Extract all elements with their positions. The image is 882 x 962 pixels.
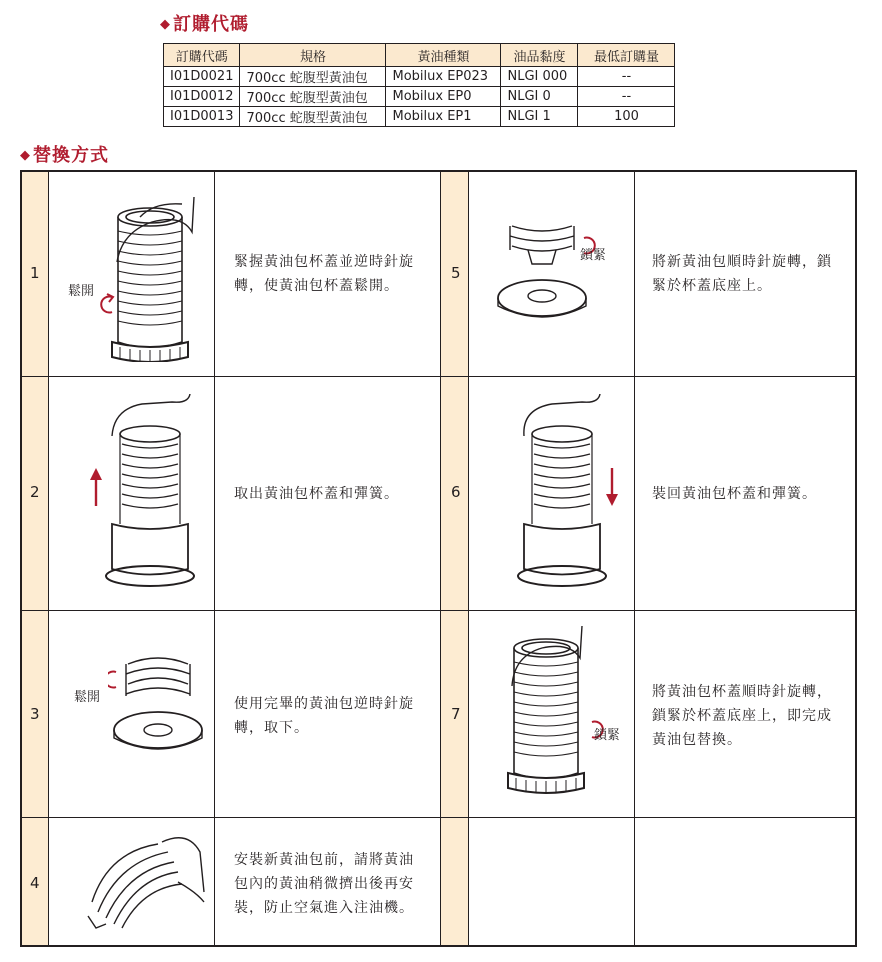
step-description: 安裝新黃油包前，請將黃油包內的黃油稍微擠出後再安裝，防止空氣進入注油機。 <box>234 852 414 916</box>
step-number: 3 <box>30 705 40 723</box>
diamond-bullet-icon: ◆ <box>20 148 31 163</box>
step-label: 鬆開 <box>68 284 95 299</box>
cell-code: I01D0012 <box>164 87 240 107</box>
step-3-illustration <box>108 652 212 762</box>
cell-code: I01D0021 <box>164 67 240 87</box>
cell-grease-type: Mobilux EP023 <box>386 67 501 87</box>
table-row <box>164 107 675 127</box>
cell-viscosity: NLGI 0 <box>501 87 578 107</box>
step-description: 將新黃油包順時針旋轉，鎖緊於杯蓋底座上。 <box>652 254 832 294</box>
order-code-table <box>163 43 675 127</box>
cell-viscosity: NLGI 000 <box>501 67 578 87</box>
step-number: 6 <box>451 483 461 501</box>
step-number: 1 <box>30 264 40 282</box>
table-row <box>164 87 675 107</box>
cell-spec: 700cc 蛇腹型黃油包 <box>240 107 386 127</box>
column-header-min-order: 最低訂購量 <box>578 44 675 67</box>
replace-section-title: ◆ 替換方式 <box>20 145 109 166</box>
cell-grease-type: Mobilux EP1 <box>386 107 501 127</box>
table-row <box>164 67 675 87</box>
step-description: 將黃油包杯蓋順時針旋轉，鎖緊於杯蓋底座上，即完成黃油包替換。 <box>652 684 832 748</box>
step-description: 取出黃油包杯蓋和彈簧。 <box>234 486 399 502</box>
order-section-title: ◆ 訂購代碼 <box>160 14 249 35</box>
step-6-illustration <box>502 394 622 594</box>
step-1-illustration <box>82 192 202 362</box>
step-number: 7 <box>451 705 461 723</box>
table-header-row <box>164 44 675 67</box>
cell-min-order: 100 <box>578 107 675 127</box>
column-header-grease-type: 黃油種類 <box>386 44 501 67</box>
counterclockwise-arrow-icon <box>108 672 116 688</box>
cell-spec: 700cc 蛇腹型黃油包 <box>240 87 386 107</box>
step-description: 使用完畢的黃油包逆時針旋轉，取下。 <box>234 696 414 736</box>
column-header-code: 訂購代碼 <box>164 44 240 67</box>
column-header-spec: 規格 <box>240 44 386 67</box>
cell-grease-type: Mobilux EP0 <box>386 87 501 107</box>
step-4-illustration <box>78 832 208 936</box>
step-number: 4 <box>30 874 40 892</box>
step-description: 裝回黃油包杯蓋和彈簧。 <box>652 486 817 502</box>
step-label: 鬆開 <box>74 690 101 705</box>
cell-viscosity: NLGI 1 <box>501 107 578 127</box>
step-number: 2 <box>30 483 40 501</box>
step-label: 鎖緊 <box>580 248 607 263</box>
step-number: 5 <box>451 264 461 282</box>
step-5-illustration <box>492 216 596 332</box>
step-7-illustration <box>488 626 621 806</box>
left-number-column <box>22 172 48 945</box>
cell-code: I01D0013 <box>164 107 240 127</box>
right-number-column <box>440 172 468 945</box>
cell-min-order: -- <box>578 87 675 107</box>
replacement-steps-grid <box>20 170 857 947</box>
diamond-bullet-icon: ◆ <box>160 17 171 32</box>
step-description: 緊握黃油包杯蓋並逆時針旋轉，使黃油包杯蓋鬆開。 <box>234 254 414 294</box>
step-2-illustration <box>82 394 202 594</box>
column-header-viscosity: 油品黏度 <box>501 44 578 67</box>
cell-spec: 700cc 蛇腹型黃油包 <box>240 67 386 87</box>
step-label: 鎖緊 <box>594 728 621 743</box>
cell-min-order: -- <box>578 67 675 87</box>
